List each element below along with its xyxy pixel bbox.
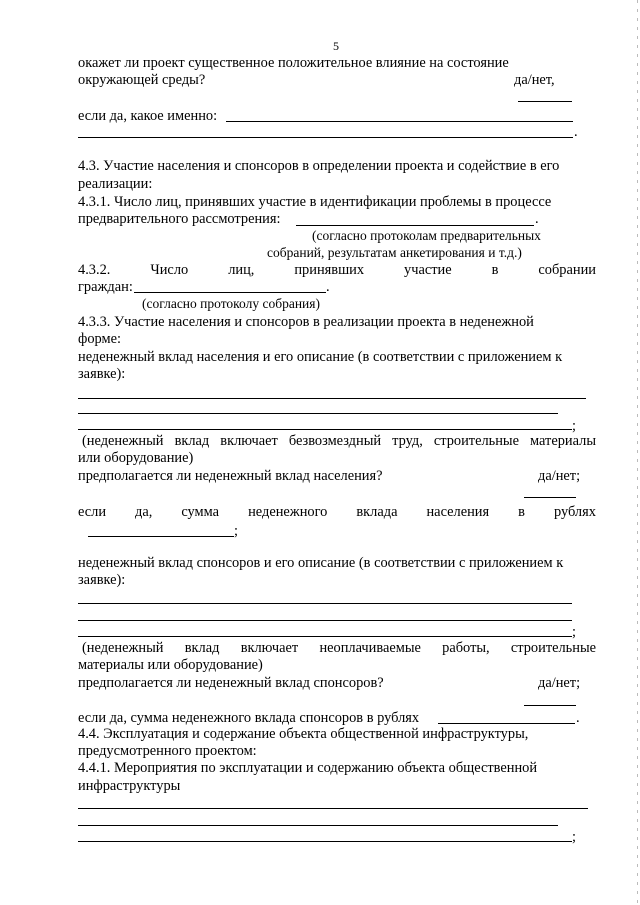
section-4-4-heading-cont: предусмотренного проектом:: [78, 743, 257, 759]
pop-sum-semicolon: ;: [234, 523, 238, 539]
pop-note-word: труд,: [392, 433, 423, 449]
p441-semicolon: ;: [572, 829, 576, 845]
spons-note-word: (неденежный: [82, 640, 164, 656]
pop-question: предполагается ли неденежный вклад населения?: [78, 468, 383, 484]
p432-word: 4.3.2.: [78, 262, 111, 278]
spons-yes-no: да/нет;: [538, 675, 581, 691]
pop-contribution-line2: заявке):: [78, 366, 126, 382]
scan-edge: [637, 0, 638, 905]
p432-word: Число: [150, 262, 189, 278]
pop-sum-word: рублях: [553, 504, 596, 520]
pop-answer-field[interactable]: [524, 497, 576, 498]
spons-note-word: работы,: [442, 640, 490, 656]
p432-word: в: [491, 262, 499, 278]
section-4-3-heading-cont: реализации:: [78, 176, 153, 192]
spons-contribution-line2: заявке):: [78, 572, 126, 588]
pop-sum-word: если: [78, 504, 107, 520]
env-answer-field[interactable]: [518, 101, 572, 102]
spons-sum-label: если да, сумма неденежного вклада спонсоров в рублях: [78, 710, 420, 726]
p432-word: собрании: [538, 262, 596, 278]
p431-line2: предварительного рассмотрения:: [78, 211, 281, 227]
pop-note-word: (неденежный: [82, 433, 164, 449]
pop-note-line2: или оборудование): [78, 450, 194, 466]
env-yes-no: да/нет,: [514, 72, 555, 88]
pop-sum-line1: [78, 504, 596, 520]
spons-description-field-2[interactable]: [78, 620, 572, 621]
p431-period: .: [535, 211, 539, 227]
spons-answer-field[interactable]: [524, 705, 576, 706]
section-4-4-heading: 4.4. Эксплуатация и содержание объекта общественной инфраструктуры,: [78, 726, 529, 742]
p431-line1: 4.3.1. Число лиц, принявших участие в идентификации проблемы в процессе: [78, 194, 552, 210]
env-question-line2: окружающей среды?: [78, 72, 206, 88]
section-4-3-heading: 4.3. Участие населения и спонсоров в определении проекта и содействие в его: [78, 158, 560, 174]
spons-note-word: включает: [240, 640, 299, 656]
env-description-field-1[interactable]: [226, 121, 573, 122]
p432-line1: [78, 262, 596, 278]
p432-word: принявших: [294, 262, 365, 278]
pop-description-field-3[interactable]: [78, 429, 572, 430]
p432-period: .: [326, 279, 330, 295]
p432-word: лиц,: [228, 262, 255, 278]
pop-semicolon: ;: [572, 418, 576, 434]
pop-sum-word: населения: [426, 504, 490, 520]
env-if-yes-label: если да, какое именно:: [78, 108, 218, 124]
env-question-line1: окажет ли проект существенное положительное влияние на состояние: [78, 55, 509, 71]
spons-description-field-3[interactable]: [78, 636, 572, 637]
spons-semicolon: ;: [572, 624, 576, 640]
spons-description-field-1[interactable]: [78, 603, 572, 604]
spons-contribution-line1: неденежный вклад спонсоров и его описание (в соответствии с приложением к: [78, 555, 564, 571]
p432-word: участие: [404, 262, 452, 278]
pop-description-field-2[interactable]: [78, 413, 558, 414]
p432-line2: граждан:: [78, 279, 133, 295]
pop-note-word: строительные: [433, 433, 519, 449]
spons-note-line1: [82, 640, 596, 656]
p433-line2: форме:: [78, 331, 121, 347]
p441-measures-field-2[interactable]: [78, 825, 558, 826]
pop-contribution-line1: неденежный вклад населения и его описание (в соответствии с приложением к: [78, 349, 563, 365]
spons-sum-field[interactable]: [438, 723, 575, 724]
pop-sum-word: в: [518, 504, 525, 520]
pop-note-word: материалы: [530, 433, 596, 449]
pop-sum-word: да,: [135, 504, 153, 520]
env-period: .: [574, 124, 578, 140]
p431-count-field[interactable]: [296, 225, 534, 226]
p432-note: (согласно протоколу собрания): [142, 296, 320, 311]
p432-count-field[interactable]: [134, 292, 326, 293]
pop-note-word: вклад: [174, 433, 210, 449]
p441-line1: 4.4.1. Мероприятия по эксплуатации и содержанию объекта общественной: [78, 760, 538, 776]
p441-measures-field-1[interactable]: [78, 808, 588, 809]
p441-line2: инфраструктуры: [78, 778, 181, 794]
pop-description-field-1[interactable]: [78, 398, 586, 399]
env-description-field-2[interactable]: [78, 137, 573, 138]
pop-sum-field[interactable]: [88, 536, 234, 537]
pop-sum-word: вклада: [356, 504, 398, 520]
pop-sum-word: сумма: [181, 504, 220, 520]
spons-note-word: неоплачиваемые: [319, 640, 421, 656]
p441-measures-field-3[interactable]: [78, 841, 572, 842]
spons-note-line2: материалы или оборудование): [78, 657, 263, 673]
spons-note-word: строительные: [510, 640, 596, 656]
p433-line1: 4.3.3. Участие населения и спонсоров в реализации проекта в неденежной: [78, 314, 534, 330]
p431-note1: (согласно протоколам предварительных: [312, 228, 541, 243]
pop-note-word: включает: [220, 433, 278, 449]
pop-yes-no: да/нет;: [538, 468, 581, 484]
pop-note-word: безвозмездный: [288, 433, 382, 449]
spons-note-word: вклад: [184, 640, 220, 656]
p431-note2: собраний, результатам анкетирования и т.д.): [267, 245, 522, 260]
pop-sum-word: неденежного: [248, 504, 328, 520]
page-number: 5: [333, 39, 339, 53]
spons-sum-period: .: [576, 710, 580, 726]
spons-question: предполагается ли неденежный вклад спонсоров?: [78, 675, 384, 691]
pop-note-line1: [82, 433, 596, 449]
